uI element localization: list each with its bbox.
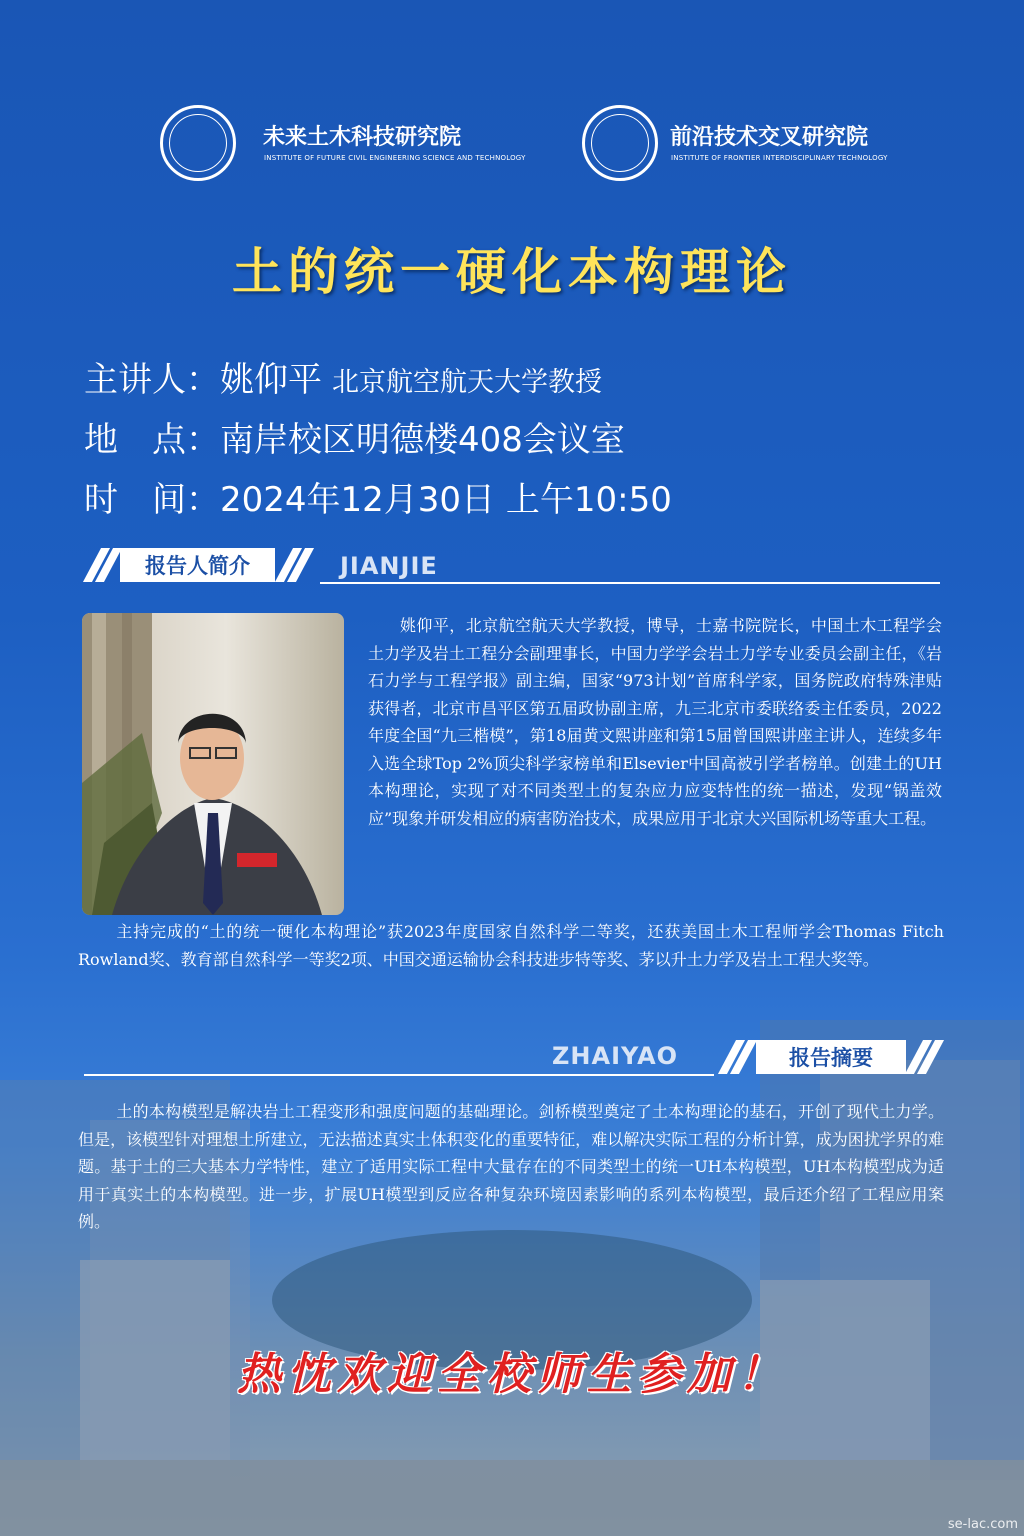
time-value: 2024年12月30日 上午10:50 bbox=[220, 480, 672, 520]
institute-1-name: 未来土木科技研究院 bbox=[263, 125, 462, 150]
bio-paragraph-1: 姚仰平，北京航空航天大学教授，博导，士嘉书院院长，中国土木工程学会土力学及岩土工程分会副理事长，中国力学学会岩土力学专业委员会副主任，《岩石力学与工程学报》副主编，国家“973计划”首席科学家，国务院政府特殊津贴获得者，北京市昌平区第五届政协副主席，九三北京市委联络委主任委员，2022年度全国“九三楷模”，第18届黄文熙讲座和第15届曾国熙讲座主讲人，连续多年入选全球Top 2%顶尖科学家榜单和Elsevier中国高被引学者榜单。创建土的UH本构理论，实现了对不同类型土的复杂应力应变特性的统一描述，发现“锅盖效应”现象并研发相应的病害防治技术，成果应用于北京大兴国际机场等重大工程。 bbox=[368, 616, 942, 828]
institute-2-logo bbox=[582, 105, 658, 181]
campus-background bbox=[0, 1000, 1024, 1536]
institute-2-name: 前沿技术交叉研究院 bbox=[670, 125, 869, 150]
bio-paragraph-2: 主持完成的“土的统一硬化本构理论”获2023年度国家自然科学二等奖，还获美国土木工程师学会Thomas Fitch Rowland奖、教育部自然科学一等奖2项、中国交通运输协会科技进步特等奖、茅以升土力学及岩土工程大奖等。 bbox=[78, 922, 944, 969]
bio-section-header bbox=[84, 548, 944, 584]
abstract-section-header bbox=[84, 1040, 944, 1076]
time-line bbox=[84, 472, 672, 521]
bio-tag-english: JIANJIE bbox=[340, 552, 438, 580]
speaker-label: 主讲人： bbox=[84, 360, 220, 400]
institute-logo-icon bbox=[582, 105, 658, 181]
institute-logo-icon bbox=[160, 105, 236, 181]
abstract-tab: 报告摘要 bbox=[756, 1040, 906, 1074]
speaker-line bbox=[84, 352, 602, 401]
place-line bbox=[84, 412, 625, 461]
speaker-name: 姚仰平 bbox=[220, 360, 322, 400]
speaker-title: 北京航空航天大学教授 bbox=[332, 367, 602, 398]
abstract-tag-english: ZHAIYAO bbox=[552, 1042, 679, 1070]
place-value: 南岸校区明德楼408会议室 bbox=[220, 420, 625, 460]
time-label: 时 间： bbox=[84, 480, 220, 520]
watermark: se-lac.com bbox=[947, 1517, 1018, 1532]
institute-1-logo bbox=[160, 105, 236, 181]
speaker-photo bbox=[82, 613, 344, 915]
institute-1-english: INSTITUTE OF FUTURE CIVIL ENGINEERING SCIENCE AND TECHNOLOGY bbox=[264, 154, 526, 162]
institute-2-english: INSTITUTE OF FRONTIER INTERDISCIPLINARY TECHNOLOGY bbox=[671, 154, 888, 162]
welcome-banner: 热忱欢迎全校师生参加！ bbox=[237, 1349, 787, 1400]
bio-tab: 报告人简介 bbox=[120, 548, 275, 582]
place-label: 地 点： bbox=[84, 420, 220, 460]
abstract-paragraph: 土的本构模型是解决岩土工程变形和强度问题的基础理论。剑桥模型奠定了土本构理论的基石，开创了现代土力学。但是，该模型针对理想土所建立，无法描述真实土体积变化的重要特征，难以解决实际工程的分析计算，成为困扰学界的难题。基于土的三大基本力学特性，建立了适用实际工程中大量存在的不同类型土的统一UH本构模型，UH本构模型成为适用于真实土的本构模型。进一步，扩展UH模型到反应各种复杂环境因素影响的系列本构模型，最后还介绍了工程应用案例。 bbox=[78, 1102, 944, 1231]
page-title: 土的统一硬化本构理论 bbox=[232, 243, 792, 301]
